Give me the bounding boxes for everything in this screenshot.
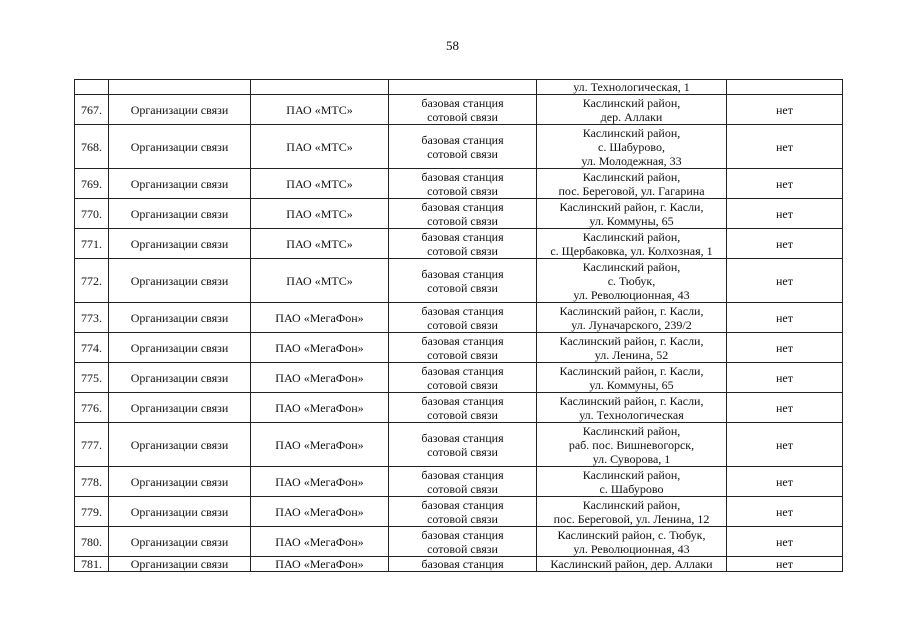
row-object-line: сотовой связи: [427, 347, 498, 362]
row-address: [537, 95, 727, 125]
table-row: [75, 259, 843, 303]
row-number: [75, 80, 109, 95]
row-object-line: сотовой связи: [427, 407, 498, 422]
table-row: [75, 303, 843, 333]
row-address-line: Каслинский район, г. Касли,: [559, 333, 704, 348]
row-address-line: раб. пос. Вишневогорск,: [568, 437, 695, 452]
row-object: [389, 497, 537, 527]
row-object-line: сотовой связи: [427, 280, 498, 295]
row-note: нет: [727, 557, 843, 572]
row-object-line: базовая станция: [421, 266, 504, 281]
row-owner: ПАО «МегаФон»: [251, 303, 389, 333]
row-object: [389, 169, 537, 199]
row-category: Организации связи: [109, 169, 251, 199]
row-object-line: базовая станция: [421, 199, 504, 214]
row-address-line: Каслинский район, г. Касли,: [559, 303, 704, 318]
row-address-line: Каслинский район,: [582, 497, 681, 512]
row-owner: ПАО «МегаФон»: [251, 467, 389, 497]
row-note: нет: [727, 363, 843, 393]
table-row: [75, 527, 843, 557]
row-number: 778.: [75, 467, 109, 497]
row-category: Организации связи: [109, 557, 251, 572]
row-object-line: сотовой связи: [427, 541, 498, 556]
row-address-line: ул. Технологическая, 1: [573, 80, 690, 94]
row-address-line: пос. Береговой, ул. Гагарина: [558, 183, 705, 198]
row-note: нет: [727, 393, 843, 423]
row-object-line: сотовой связи: [427, 243, 498, 258]
row-object-line: сотовой связи: [427, 317, 498, 332]
row-object: [389, 557, 537, 572]
row-number: 776.: [75, 393, 109, 423]
row-address-line: Каслинский район,: [582, 95, 681, 110]
row-number: 768.: [75, 125, 109, 169]
row-object: [389, 229, 537, 259]
row-address-line: ул. Ленина, 52: [594, 347, 669, 362]
row-object-line: базовая станция: [421, 557, 504, 571]
row-number: 780.: [75, 527, 109, 557]
row-address: [537, 199, 727, 229]
row-note: [727, 80, 843, 95]
row-number: 781.: [75, 557, 109, 572]
row-object-line: базовая станция: [421, 229, 504, 244]
row-note: нет: [727, 527, 843, 557]
table-row: [75, 423, 843, 467]
row-address-line: Каслинский район, с. Тюбук,: [557, 527, 706, 542]
row-owner: [251, 80, 389, 95]
row-object-line: сотовой связи: [427, 146, 498, 161]
row-object-line: сотовой связи: [427, 377, 498, 392]
row-category: Организации связи: [109, 259, 251, 303]
row-owner: ПАО «МТС»: [251, 169, 389, 199]
row-object: [389, 80, 537, 95]
row-object: [389, 259, 537, 303]
row-address: [537, 527, 727, 557]
row-address-line: ул. Луначарского, 239/2: [571, 317, 692, 332]
row-category: Организации связи: [109, 467, 251, 497]
row-address: [537, 80, 727, 95]
row-address: [537, 303, 727, 333]
row-address: [537, 259, 727, 303]
row-object-line: базовая станция: [421, 95, 504, 110]
row-object-line: базовая станция: [421, 527, 504, 542]
row-owner: ПАО «МегаФон»: [251, 393, 389, 423]
row-owner: ПАО «МТС»: [251, 199, 389, 229]
table-row: [75, 363, 843, 393]
table-row: [75, 557, 843, 572]
row-address-line: с. Шабурово: [599, 481, 664, 496]
row-object-line: базовая станция: [421, 497, 504, 512]
row-owner: ПАО «МегаФон»: [251, 497, 389, 527]
row-category: Организации связи: [109, 199, 251, 229]
row-object-line: базовая станция: [421, 363, 504, 378]
row-object-line: сотовой связи: [427, 444, 498, 459]
row-object-line: базовая станция: [421, 393, 504, 408]
row-object-line: сотовой связи: [427, 109, 498, 124]
row-object-line: сотовой связи: [427, 213, 498, 228]
row-object: [389, 95, 537, 125]
row-note: нет: [727, 303, 843, 333]
row-owner: ПАО «МегаФон»: [251, 527, 389, 557]
row-category: Организации связи: [109, 393, 251, 423]
row-number: 773.: [75, 303, 109, 333]
row-number: 777.: [75, 423, 109, 467]
row-object: [389, 467, 537, 497]
row-address-line: с. Щербаковка, ул. Колхозная, 1: [550, 243, 713, 258]
row-address-line: Каслинский район,: [582, 169, 681, 184]
row-note: нет: [727, 423, 843, 467]
row-address-line: с. Шабурово,: [598, 139, 665, 154]
row-object: [389, 423, 537, 467]
row-address: [537, 169, 727, 199]
row-address-line: Каслинский район, г. Касли,: [559, 393, 704, 408]
row-address-line: Каслинский район,: [582, 423, 681, 438]
row-address-line: с. Тюбук,: [607, 273, 656, 288]
row-address: [537, 333, 727, 363]
row-object: [389, 125, 537, 169]
table-row: [75, 95, 843, 125]
row-category: Организации связи: [109, 363, 251, 393]
row-address-line: ул. Революционная, 43: [573, 287, 690, 302]
row-object: [389, 393, 537, 423]
row-note: нет: [727, 333, 843, 363]
row-address: [537, 363, 727, 393]
row-number: 775.: [75, 363, 109, 393]
row-address-line: ул. Коммуны, 65: [589, 377, 674, 392]
row-owner: ПАО «МТС»: [251, 229, 389, 259]
row-address-line: Каслинский район,: [582, 467, 681, 482]
row-number: 772.: [75, 259, 109, 303]
row-category: [109, 80, 251, 95]
row-address-line: Каслинский район, г. Касли,: [559, 199, 704, 214]
row-object-line: базовая станция: [421, 169, 504, 184]
row-address-line: ул. Технологическая: [579, 407, 684, 422]
row-category: Организации связи: [109, 423, 251, 467]
table-row: [75, 333, 843, 363]
page-number: 58: [446, 38, 459, 53]
row-object: [389, 333, 537, 363]
row-object: [389, 527, 537, 557]
row-address-line: Каслинский район,: [582, 125, 681, 140]
row-category: Организации связи: [109, 333, 251, 363]
row-address: [537, 125, 727, 169]
row-address-line: ул. Суворова, 1: [592, 451, 671, 466]
row-note: нет: [727, 259, 843, 303]
table-row: [75, 125, 843, 169]
row-owner: ПАО «МТС»: [251, 259, 389, 303]
table-row: [75, 80, 843, 95]
row-owner: ПАО «МегаФон»: [251, 333, 389, 363]
row-category: Организации связи: [109, 497, 251, 527]
row-category: Организации связи: [109, 125, 251, 169]
row-address: [537, 229, 727, 259]
table-row: [75, 199, 843, 229]
row-number: 771.: [75, 229, 109, 259]
row-number: 770.: [75, 199, 109, 229]
row-note: нет: [727, 497, 843, 527]
row-note: нет: [727, 229, 843, 259]
row-note: нет: [727, 199, 843, 229]
row-note: нет: [727, 467, 843, 497]
row-address-line: дер. Аллаки: [600, 109, 663, 124]
row-note: нет: [727, 169, 843, 199]
row-object-line: сотовой связи: [427, 183, 498, 198]
row-address: [537, 497, 727, 527]
row-address: [537, 393, 727, 423]
row-object: [389, 199, 537, 229]
row-category: Организации связи: [109, 527, 251, 557]
row-address: [537, 467, 727, 497]
row-number: 774.: [75, 333, 109, 363]
row-address-line: Каслинский район, г. Касли,: [559, 363, 704, 378]
row-owner: ПАО «МегаФон»: [251, 423, 389, 467]
row-object: [389, 303, 537, 333]
row-owner: ПАО «МТС»: [251, 125, 389, 169]
registry-table: [74, 79, 843, 572]
row-owner: ПАО «МТС»: [251, 95, 389, 125]
row-address-line: ул. Коммуны, 65: [589, 213, 674, 228]
row-address-line: пос. Береговой, ул. Ленина, 12: [553, 511, 710, 526]
row-object-line: базовая станция: [421, 430, 504, 445]
row-address-line: Каслинский район,: [582, 259, 681, 274]
row-object-line: сотовой связи: [427, 511, 498, 526]
row-number: 769.: [75, 169, 109, 199]
table-row: [75, 169, 843, 199]
table-row: [75, 393, 843, 423]
row-address: [537, 423, 727, 467]
row-object: [389, 363, 537, 393]
row-object-line: базовая станция: [421, 333, 504, 348]
row-category: Организации связи: [109, 95, 251, 125]
table-row: [75, 229, 843, 259]
row-number: 779.: [75, 497, 109, 527]
row-number: 767.: [75, 95, 109, 125]
table-row: [75, 467, 843, 497]
row-note: нет: [727, 95, 843, 125]
row-address-line: ул. Революционная, 43: [573, 541, 690, 556]
row-category: Организации связи: [109, 229, 251, 259]
row-address-line: ул. Молодежная, 33: [581, 153, 682, 168]
row-category: Организации связи: [109, 303, 251, 333]
table-row: [75, 497, 843, 527]
row-object-line: базовая станция: [421, 467, 504, 482]
row-address-line: Каслинский район, дер. Аллаки: [550, 557, 713, 571]
row-owner: ПАО «МегаФон»: [251, 363, 389, 393]
registry-table-body: [75, 80, 843, 572]
row-address: [537, 557, 727, 572]
row-note: нет: [727, 125, 843, 169]
row-object-line: базовая станция: [421, 303, 504, 318]
row-object-line: сотовой связи: [427, 481, 498, 496]
row-object-line: базовая станция: [421, 132, 504, 147]
row-address-line: Каслинский район,: [582, 229, 681, 244]
row-owner: ПАО «МегаФон»: [251, 557, 389, 572]
